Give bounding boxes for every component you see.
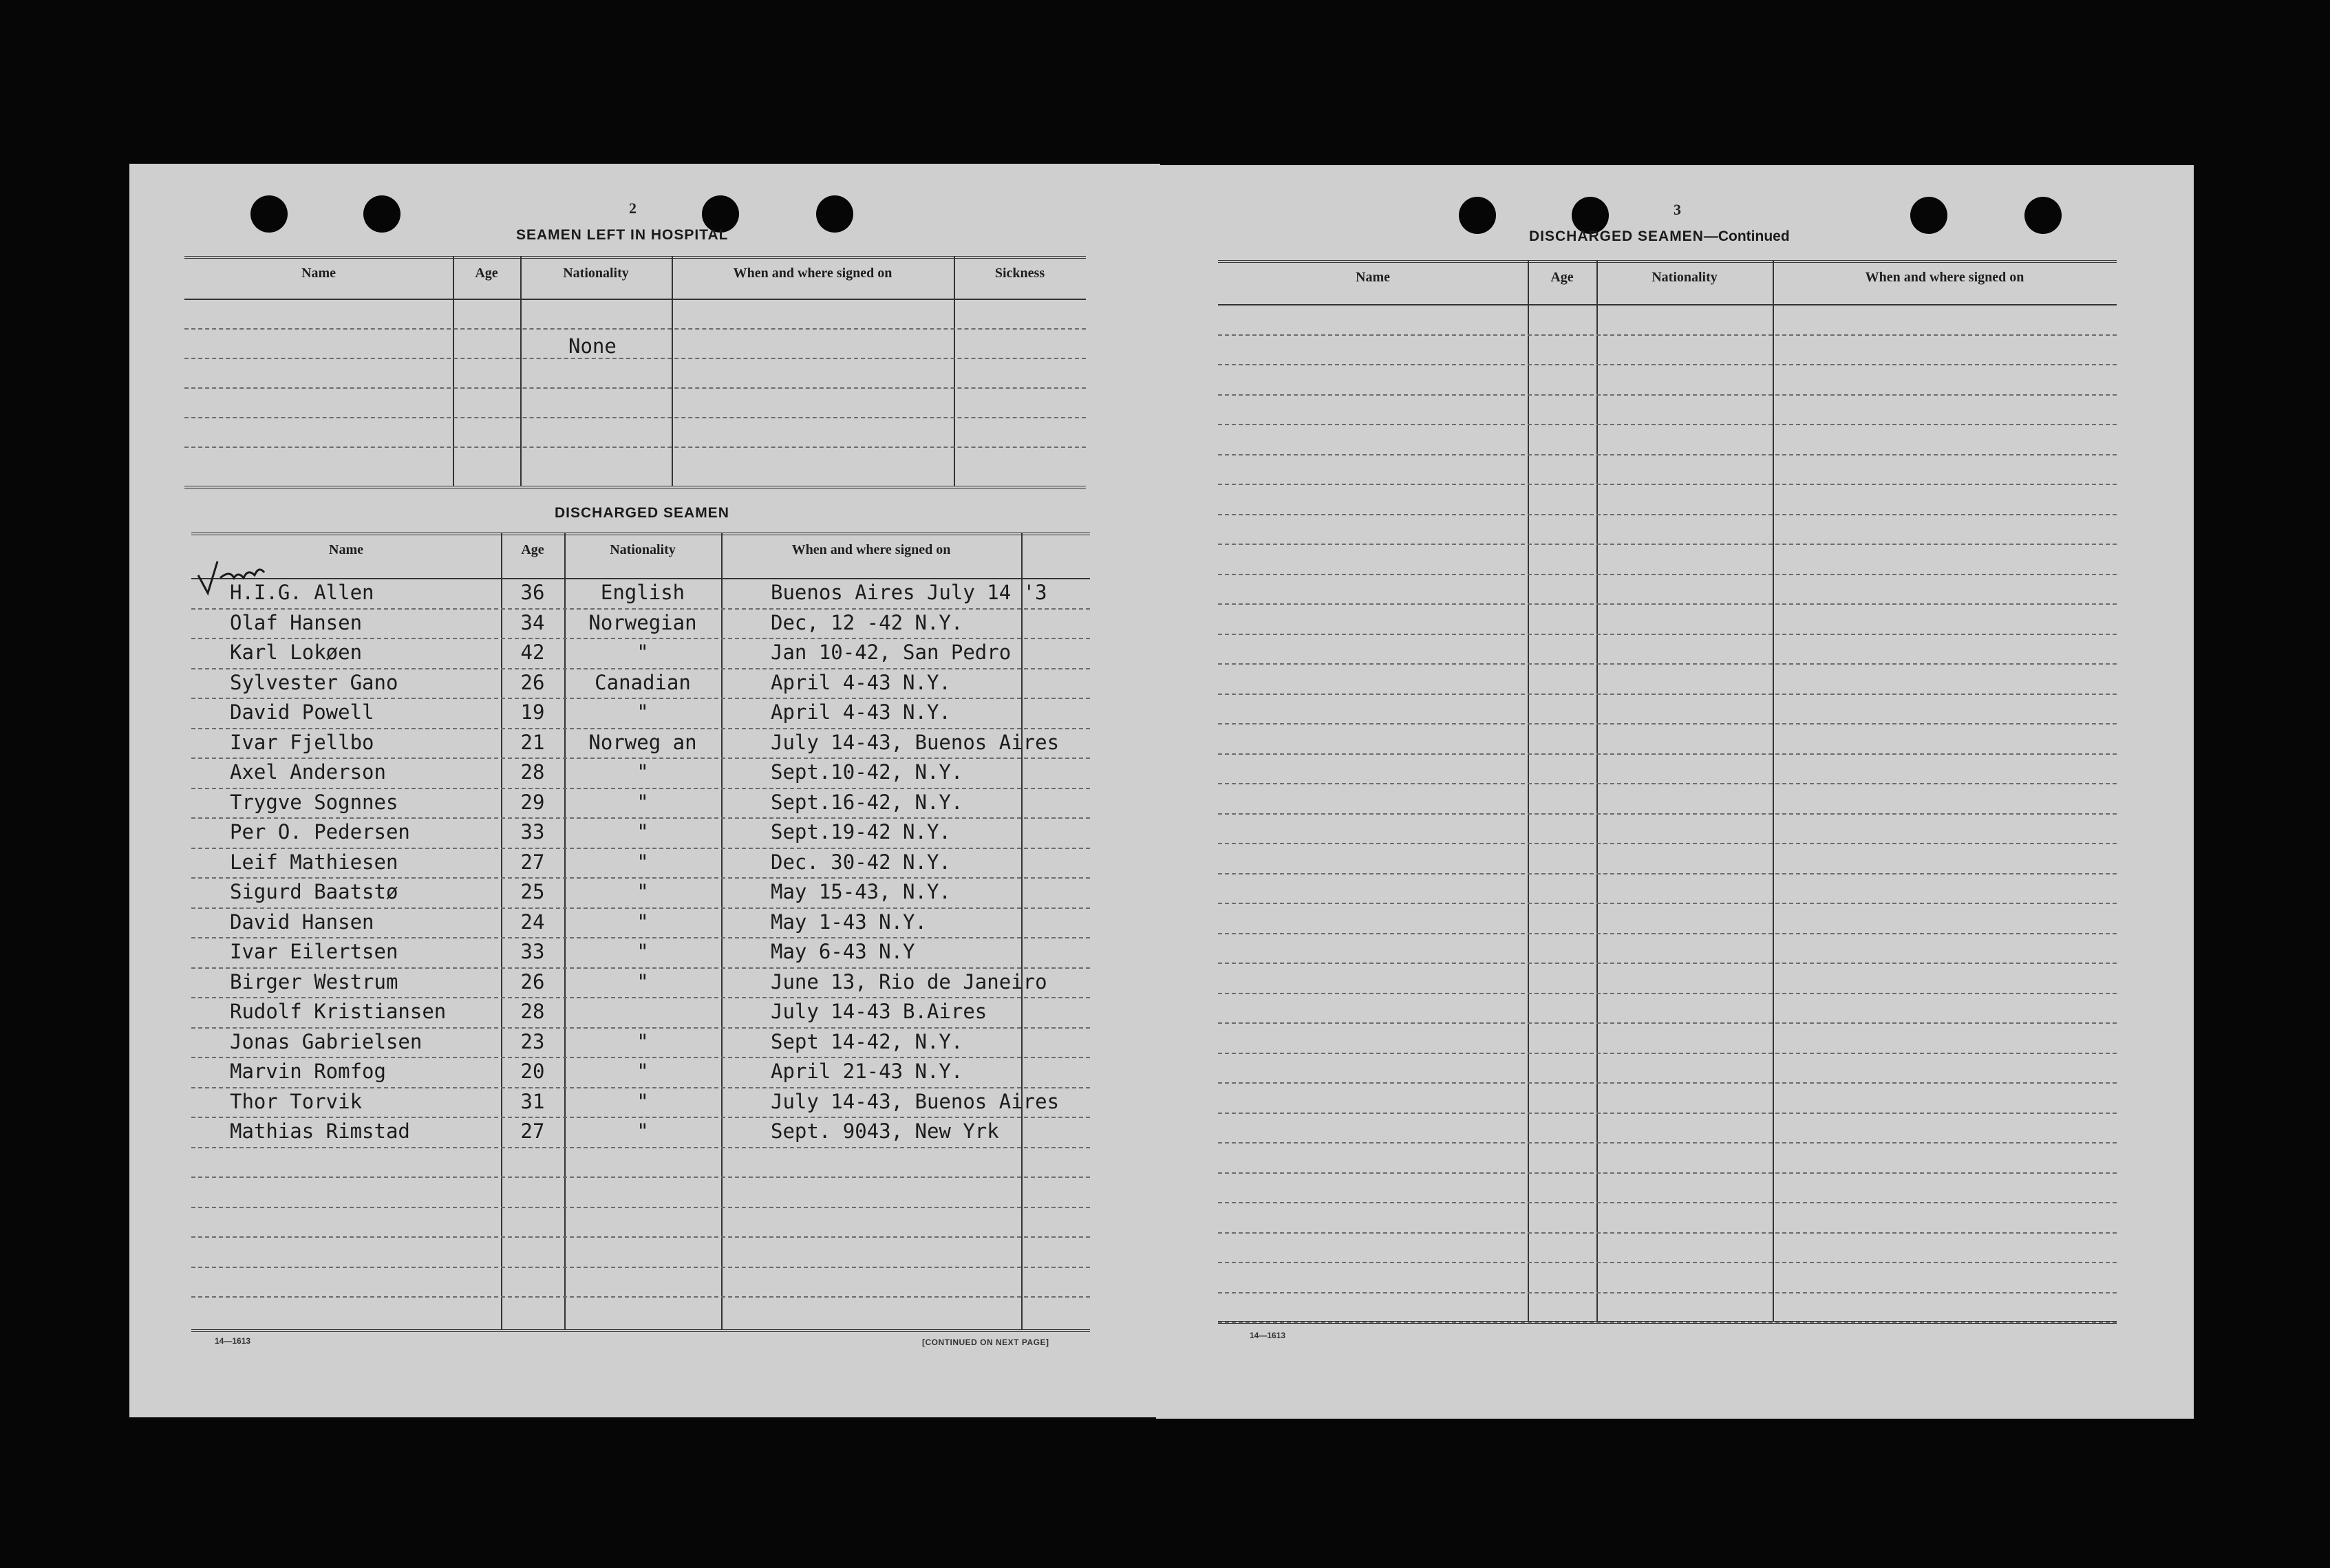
seaman-age: 26	[520, 670, 545, 694]
row-line	[1218, 753, 2117, 755]
table-bottom-rule	[191, 1329, 1090, 1332]
column-header: Nationality	[610, 542, 676, 557]
seaman-age: 19	[520, 700, 545, 724]
seaman-signed-on: Dec. 30-42 N.Y.	[771, 850, 951, 874]
column-header: Age	[475, 266, 498, 281]
row-line	[1218, 1142, 2117, 1143]
row-line	[1218, 603, 2117, 605]
row-line	[191, 758, 1090, 759]
seaman-age: 33	[520, 820, 545, 844]
seaman-signed-on: Sept 14-42, N.Y.	[771, 1029, 963, 1053]
row-line	[1218, 903, 2117, 904]
column-divider	[672, 256, 673, 486]
seaman-signed-on: Sept.19-42 N.Y.	[771, 820, 951, 844]
seaman-name: Rudolf Kristiansen	[230, 1000, 447, 1023]
seaman-signed-on: Dec, 12 -42 N.Y.	[771, 610, 963, 634]
row-line	[1218, 1232, 2117, 1234]
seaman-nationality: "	[637, 1029, 649, 1053]
seaman-name: Sigurd Baatstø	[230, 880, 398, 903]
row-line	[1218, 454, 2117, 455]
seaman-nationality: Norwegian	[588, 610, 697, 634]
row-line	[191, 698, 1090, 699]
title-suffix: —Continued	[1703, 228, 1790, 244]
row-line	[1218, 484, 2117, 485]
seaman-name: Thor Torvik	[230, 1089, 363, 1113]
column-header: When and where signed on	[791, 542, 951, 557]
seaman-name: H.I.G. Allen	[230, 581, 374, 604]
row-line	[191, 1027, 1090, 1029]
seaman-nationality: "	[637, 910, 649, 934]
row-line	[1218, 1262, 2117, 1263]
seaman-name: Sylvester Gano	[230, 670, 398, 694]
seaman-name: Marvin Romfog	[230, 1060, 386, 1083]
column-header: Name	[329, 542, 363, 557]
row-line	[1218, 1172, 2117, 1174]
header-rule	[191, 578, 1090, 579]
column-divider	[1528, 260, 1529, 1321]
hospital-entry: None	[568, 334, 617, 358]
row-line	[191, 1296, 1090, 1298]
seaman-signed-on: July 14-43 B.Aires	[771, 1000, 987, 1023]
row-line	[191, 907, 1090, 909]
form-number: 14—1613	[1250, 1331, 1286, 1340]
seaman-age: 28	[520, 1000, 545, 1023]
column-header: Sickness	[994, 266, 1045, 281]
row-line	[1218, 544, 2117, 545]
seaman-age: 28	[520, 760, 545, 784]
row-line	[191, 1236, 1090, 1238]
row-line	[191, 1267, 1090, 1268]
row-line	[184, 447, 1086, 448]
row-line	[191, 728, 1090, 729]
column-divider	[1021, 533, 1023, 1329]
checkmark-icon	[193, 557, 275, 600]
seaman-signed-on: Sept.10-42, N.Y.	[771, 760, 963, 784]
row-line	[184, 417, 1086, 418]
seaman-signed-on: May 1-43 N.Y.	[771, 910, 927, 934]
punch-hole	[816, 195, 853, 233]
seaman-name: Olaf Hansen	[230, 610, 363, 634]
column-header: Nationality	[563, 266, 629, 281]
seaman-nationality: "	[637, 940, 649, 963]
row-line	[191, 1147, 1090, 1148]
row-line	[1218, 1202, 2117, 1203]
row-line	[1218, 424, 2117, 425]
row-line	[1218, 993, 2117, 994]
seaman-nationality: "	[637, 700, 649, 724]
row-line	[1218, 963, 2117, 964]
seaman-signed-on: Buenos Aires July 14 '3	[771, 581, 1047, 604]
row-line	[184, 328, 1086, 330]
seaman-signed-on: April 4-43 N.Y.	[771, 670, 951, 694]
seaman-age: 25	[520, 880, 545, 903]
row-line	[191, 1207, 1090, 1208]
seaman-age: 34	[520, 610, 545, 634]
seaman-nationality: "	[637, 1119, 649, 1143]
seaman-age: 31	[520, 1089, 545, 1113]
column-header: Age	[521, 542, 544, 557]
seaman-nationality: "	[637, 820, 649, 844]
table-top-rule	[184, 256, 1086, 259]
page-number: 2	[629, 200, 637, 217]
row-line	[184, 387, 1086, 389]
row-line	[1218, 1053, 2117, 1054]
row-line	[1218, 694, 2117, 695]
seaman-name: Per O. Pedersen	[230, 820, 410, 844]
row-line	[191, 1057, 1090, 1058]
seaman-name: David Hansen	[230, 910, 374, 934]
seaman-age: 21	[520, 730, 545, 754]
column-header: When and where signed on	[1865, 270, 2024, 285]
seaman-nationality: Norweg an	[588, 730, 697, 754]
seaman-name: David Powell	[230, 700, 374, 724]
seaman-nationality: "	[637, 850, 649, 874]
seaman-signed-on: June 13, Rio de Janeiro	[771, 969, 1047, 994]
row-line	[191, 788, 1090, 789]
seaman-name: Birger Westrum	[230, 969, 398, 994]
row-line	[191, 608, 1090, 610]
row-line	[191, 937, 1090, 938]
row-line	[184, 358, 1086, 359]
continued-section-title	[1529, 228, 1790, 245]
table-top-rule	[191, 533, 1090, 535]
punch-hole	[363, 195, 400, 233]
seaman-signed-on: May 6-43 N.Y	[771, 940, 915, 963]
seaman-name: Jonas Gabrielsen	[230, 1029, 423, 1053]
row-line	[191, 1177, 1090, 1178]
title-main: DISCHARGED SEAMEN	[1529, 228, 1704, 244]
seaman-signed-on: Sept. 9043, New Yrk	[771, 1119, 999, 1143]
row-line	[1218, 1022, 2117, 1024]
seaman-name: Ivar Eilertsen	[230, 940, 398, 963]
column-divider	[520, 256, 522, 486]
seaman-nationality: "	[637, 969, 649, 994]
seaman-signed-on: April 21-43 N.Y.	[771, 1060, 963, 1083]
seaman-signed-on: April 4-43 N.Y.	[771, 700, 951, 724]
seaman-nationality: "	[637, 880, 649, 903]
row-line	[1218, 514, 2117, 515]
seaman-age: 23	[520, 1029, 545, 1053]
discharged-section-title: DISCHARGED SEAMEN	[555, 505, 729, 521]
form-number: 14—1613	[215, 1336, 251, 1346]
column-header: Nationality	[1652, 270, 1718, 285]
seaman-nationality: Canadian	[595, 670, 691, 694]
column-header: Name	[301, 266, 336, 281]
seaman-age: 42	[520, 641, 545, 664]
row-line	[1218, 574, 2117, 575]
row-line	[1218, 1113, 2117, 1114]
column-header: Name	[1356, 270, 1390, 285]
seaman-nationality: "	[637, 760, 649, 784]
row-line	[191, 967, 1090, 969]
table-bottom-rule	[184, 486, 1086, 488]
seaman-age: 33	[520, 940, 545, 963]
seaman-age: 20	[520, 1060, 545, 1083]
row-line	[1218, 843, 2117, 844]
seaman-name: Mathias Rimstad	[230, 1119, 410, 1143]
row-line	[1218, 334, 2117, 336]
column-divider	[1773, 260, 1774, 1321]
seaman-age: 24	[520, 910, 545, 934]
seaman-name: Leif Mathiesen	[230, 850, 398, 874]
punch-hole	[2024, 197, 2062, 234]
column-header: When and where signed on	[733, 266, 893, 281]
seaman-nationality: "	[637, 790, 649, 814]
column-divider	[721, 533, 723, 1329]
seaman-age: 36	[520, 581, 545, 604]
seaman-name: Trygve Sognnes	[230, 790, 398, 814]
row-line	[1218, 1082, 2117, 1084]
row-line	[1218, 364, 2117, 365]
row-line	[1218, 873, 2117, 874]
row-line	[1218, 634, 2117, 635]
column-divider	[1596, 260, 1598, 1321]
seaman-name: Karl Lokøen	[230, 641, 363, 664]
row-line	[191, 1117, 1090, 1118]
seaman-age: 29	[520, 790, 545, 814]
row-line	[191, 877, 1090, 879]
table-top-rule	[1218, 260, 2117, 263]
seaman-signed-on: May 15-43, N.Y.	[771, 880, 951, 903]
seaman-signed-on: July 14-43, Buenos Aires	[771, 1089, 1060, 1113]
hospital-section-title: SEAMEN LEFT IN HOSPITAL	[516, 227, 729, 243]
seaman-signed-on: July 14-43, Buenos Aires	[771, 730, 1060, 754]
seaman-signed-on: Jan 10-42, San Pedro	[771, 641, 1012, 664]
header-rule	[184, 299, 1086, 300]
page-number: 3	[1674, 201, 1681, 218]
punch-hole	[1910, 197, 1947, 234]
row-line	[1218, 783, 2117, 784]
row-line	[1218, 394, 2117, 396]
seaman-nationality: "	[637, 641, 649, 664]
column-divider	[453, 256, 454, 486]
punch-hole	[250, 195, 288, 233]
seaman-age: 27	[520, 1119, 545, 1143]
row-line	[191, 817, 1090, 819]
row-line	[1218, 813, 2117, 815]
seaman-nationality: "	[637, 1060, 649, 1083]
row-line	[191, 1087, 1090, 1088]
seaman-name: Axel Anderson	[230, 760, 386, 784]
row-line	[1218, 933, 2117, 934]
seaman-age: 27	[520, 850, 545, 874]
table-bottom-rule	[1218, 1321, 2117, 1324]
seaman-age: 26	[520, 969, 545, 994]
right-page	[1156, 165, 2194, 1419]
row-line	[191, 848, 1090, 849]
row-line	[1218, 663, 2117, 665]
row-line	[191, 997, 1090, 998]
seaman-nationality: English	[600, 581, 685, 604]
column-divider	[954, 256, 955, 486]
seaman-name: Ivar Fjellbo	[230, 730, 374, 754]
header-rule	[1218, 304, 2117, 305]
seaman-signed-on: Sept.16-42, N.Y.	[771, 790, 963, 814]
continued-note: [CONTINUED ON NEXT PAGE]	[922, 1338, 1049, 1347]
punch-hole	[1459, 197, 1496, 234]
row-line	[1218, 723, 2117, 724]
row-line	[1218, 1292, 2117, 1293]
row-line	[191, 638, 1090, 639]
seaman-nationality: "	[637, 1089, 649, 1113]
column-header: Age	[1550, 270, 1574, 285]
left-page	[129, 164, 1160, 1417]
row-line	[191, 668, 1090, 669]
